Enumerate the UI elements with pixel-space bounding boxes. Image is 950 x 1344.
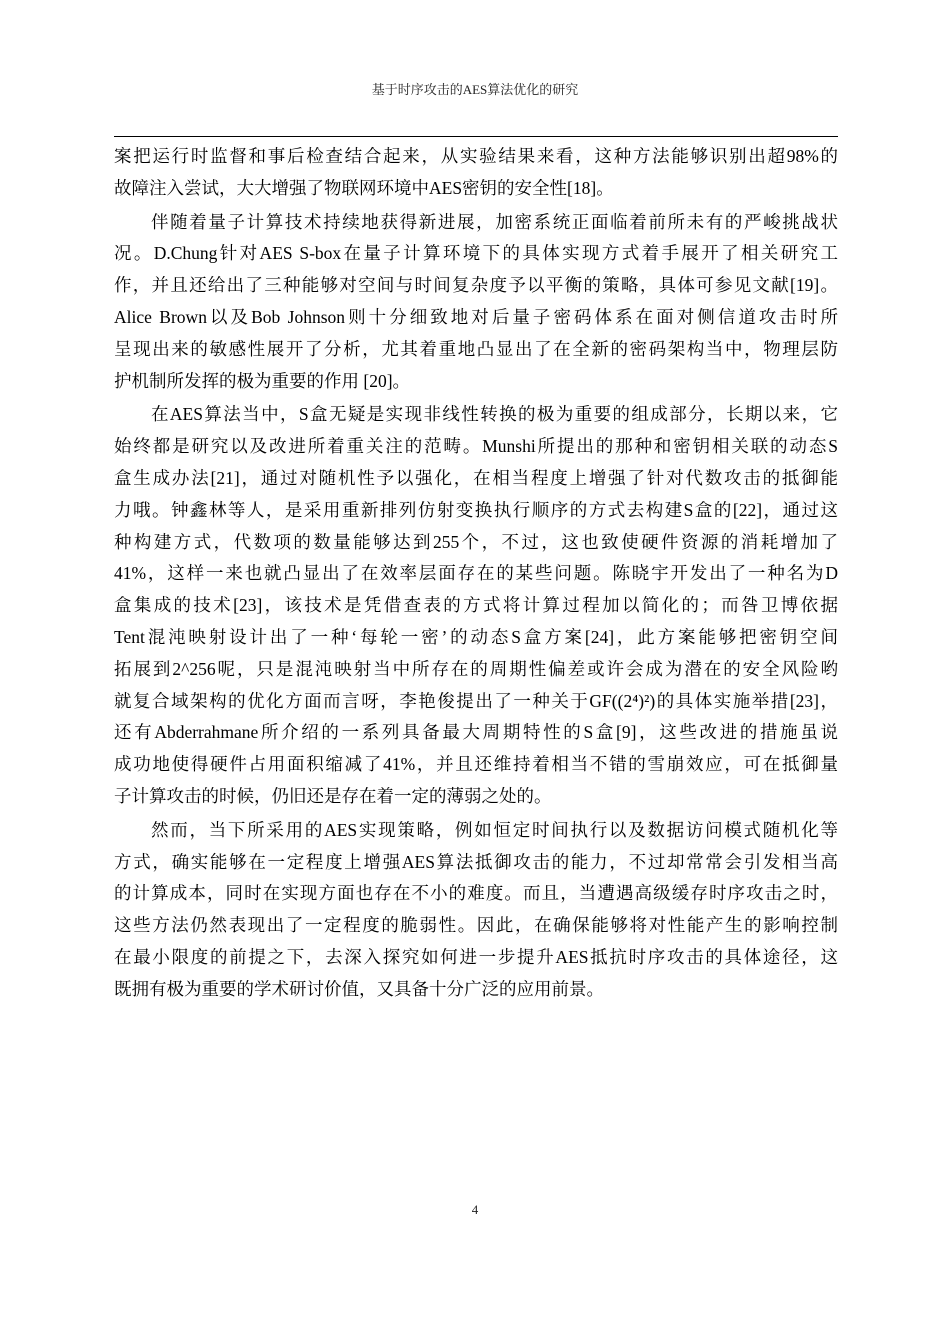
text-line: 拓展到2^256呢，只是混沌映射当中所存在的周期性偏差或许会成为潜在的安全风险哟: [114, 658, 838, 679]
header-divider: [114, 136, 838, 137]
text-line: Alice Brown以及Bob Johnson则十分细致地对后量子密码体系在面对侧信道攻击时所: [114, 306, 838, 327]
text-line: 子计算攻击的时候，仍旧还是存在着一定的薄弱之处的。: [114, 785, 552, 806]
body-text: [114, 141, 838, 1006]
page-number: 4: [471, 1202, 479, 1217]
text-line: 呈现出来的敏感性展开了分析，尤其着重地凸显出了在全新的密码架构当中，物理层防: [114, 338, 838, 359]
text-line: 然而，当下所采用的AES实现策略，例如恒定时间执行以及数据访问模式随机化等: [151, 819, 838, 840]
paragraph-4: [114, 815, 838, 1006]
text-line: 种构建方式，代数项的数量能够达到255个，不过，这也致使硬件资源的消耗增加了: [114, 531, 838, 552]
text-line: 方式，确实能够在一定程度上增强AES算法抵御攻击的能力，不过却常常会引发相当高: [114, 851, 838, 872]
text-line: 成功地使得硬件占用面积缩减了41%，并且还维持着相当不错的雪崩效应，可在抵御量: [114, 754, 838, 775]
text-line: 的计算成本，同时在实现方面也存在不小的难度。而且，当遭遇高级缓存时序攻击之时，: [114, 883, 838, 904]
text-line: 始终都是研究以及改进所着重关注的范畴。Munshi所提出的那种和密钥相关联的动态S: [114, 436, 838, 457]
text-line: 41%，这样一来也就凸显出了在效率层面存在的某些问题。陈晓宇开发出了一种名为D: [114, 563, 838, 584]
text-line: 在最小限度的前提之下，去深入探究如何进一步提升AES抵抗时序攻击的具体途径，这: [114, 946, 838, 967]
text-line: 力哦。钟鑫林等人，是采用重新排列仿射变换执行顺序的方式去构建S盒的[22]，通过这: [114, 499, 838, 520]
paragraph-1: [114, 141, 838, 205]
text-line: 故障注入尝试，大大增强了物联网环境中AES密钥的安全性[18]。: [114, 177, 614, 198]
text-line: 护机制所发挥的极为重要的作用 [20]。: [114, 370, 411, 391]
text-line: 伴随着量子计算技术持续地获得新进展，加密系统正面临着前所未有的严峻挑战状: [151, 211, 838, 232]
text-line: 盒生成办法[21]，通过对随机性予以强化，在相当程度上增强了针对代数攻击的抵御能: [114, 467, 838, 488]
text-line: 在AES算法当中，S盒无疑是实现非线性转换的极为重要的组成部分，长期以来，它: [151, 404, 838, 425]
text-line: Tent混沌映射设计出了一种‘每轮一密’的动态S盒方案[24]，此方案能够把密钥空间: [114, 626, 838, 647]
paragraph-2: [114, 207, 838, 398]
text-line: 作，并且还给出了三种能够对空间与时间复杂度予以平衡的策略，具体可参见文献[19]。: [114, 275, 838, 296]
text-line: 盒集成的技术[23]，该技术是凭借查表的方式将计算过程加以简化的；而咎卫博依据: [114, 595, 838, 616]
text-line: 就复合域架构的优化方面而言呀，李艳俊提出了一种关于GF((2⁴)²)的具体实施举措[23]，: [114, 690, 838, 711]
text-line: 还有Abderrahmane所介绍的一系列具备最大周期特性的S盒[9]，这些改进的措施虽说: [114, 722, 838, 743]
text-line: 这些方法仍然表现出了一定程度的脆弱性。因此，在确保能够将对性能产生的影响控制: [114, 915, 838, 936]
text-line: 况。D.Chung针对AES S-box在量子计算环境下的具体实现方式着手展开了相关研究工: [114, 243, 838, 264]
paragraph-3: [114, 399, 838, 812]
text-line: 既拥有极为重要的学术研讨价值，又具备十分广泛的应用前景。: [114, 978, 604, 999]
running-header: 基于时序攻击的AES算法优化的研究: [371, 82, 579, 97]
text-line: 案把运行时监督和事后检查结合起来，从实验结果来看，这种方法能够识别出超98%的: [114, 146, 838, 166]
